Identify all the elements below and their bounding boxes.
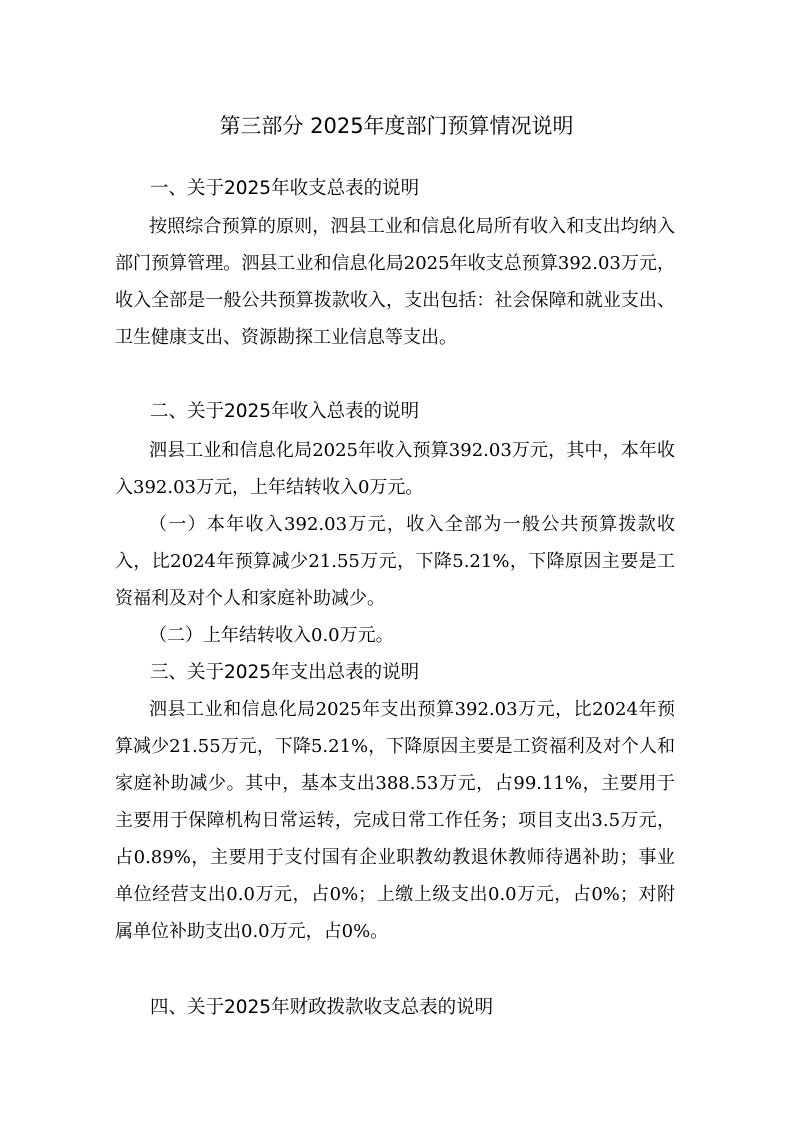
section-3-paragraph-1: 泗县工业和信息化局2025年支出预算392.03万元，比2024年预算减少21.55万元，下降5.21%，下降原因主要是工资福利及对个人和家庭补助减少。其中，基本支出388.53万元，占99.11%，主要用于主要用于保障机构日常运转，完成日常工作任务；项目支出3.5万元，占0.89%，主要用于支付国有企业职教幼教退休教师待遇补助；事业单位经营支出0.0万元，占0%；上缴上级支出0.0万元，占0%；对附属单位补助支出0.0万元，占0%。 (115, 699, 675, 942)
section-2-heading: 二、关于2025年收入总表的说明 (150, 401, 420, 422)
section-1-paragraph-1: 按照综合预算的原则，泗县工业和信息化局所有收入和支出均纳入部门预算管理。泗县工业和信息化局2025年收支总预算392.03万元，收入全部是一般公共预算拨款收入，支出包括：社会保障和就业支出、卫生健康支出、资源勘探工业信息等支出。 (115, 216, 675, 348)
section-2-paragraph-1: 泗县工业和信息化局2025年收入预算392.03万元，其中，本年收入392.03万元，上年结转收入0万元。 (115, 440, 675, 498)
section-1-heading: 一、关于2025年收支总表的说明 (150, 178, 420, 199)
page-title: 第三部分 2025年度部门预算情况说明 (219, 114, 574, 138)
section-2-paragraph-2: （一）本年收入392.03万元，收入全部为一般公共预算拨款收入，比2024年预算减少21.55万元，下降5.21%，下降原因主要是工资福利及对个人和家庭补助减少。 (115, 514, 675, 609)
section-3-heading: 三、关于2025年支出总表的说明 (150, 662, 420, 683)
section-2-paragraph-3: （二）上年结转收入0.0万元。 (149, 625, 394, 646)
section-4-heading: 四、关于2025年财政拨款收支总表的说明 (150, 997, 494, 1018)
